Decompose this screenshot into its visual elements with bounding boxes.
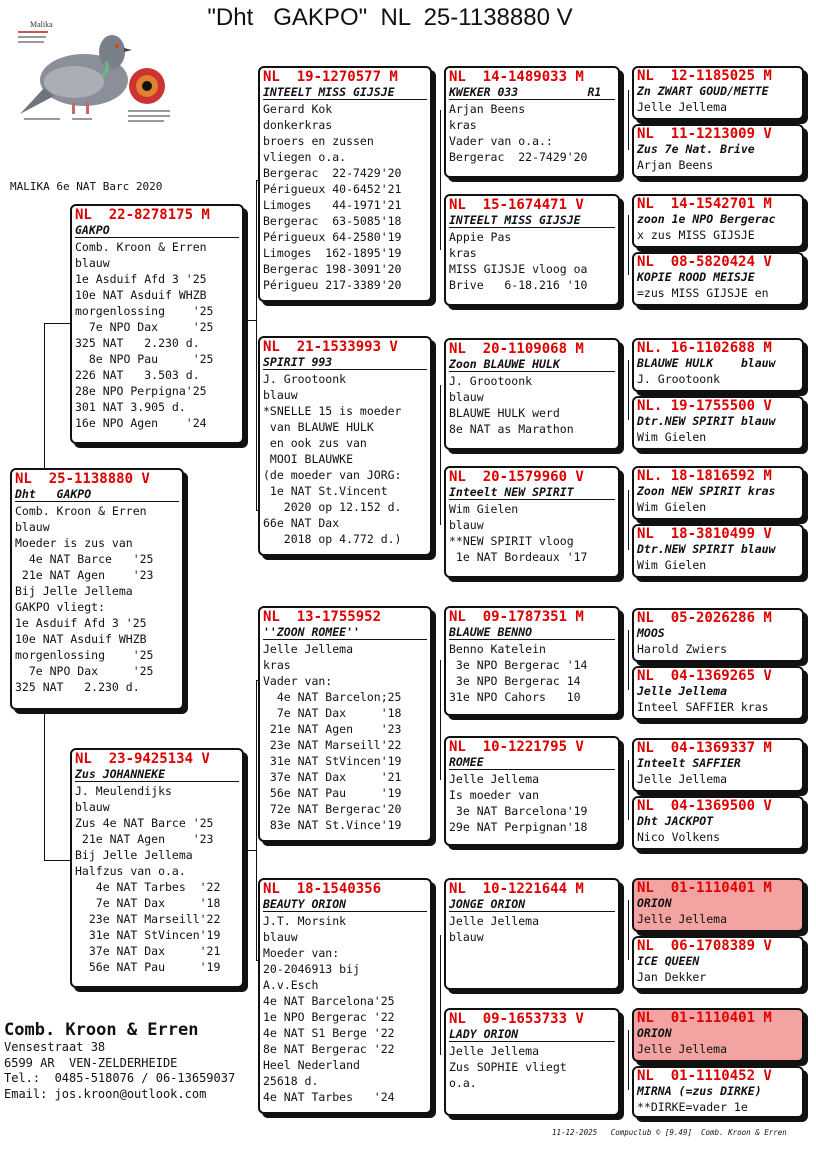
info-line: Bij Jelle Jellema (75, 848, 193, 862)
pedigree-card-g4-11 (632, 738, 804, 792)
info-line: 10e NAT Asduif WHZB (75, 288, 207, 302)
pedigree-card-mmm (444, 1008, 620, 1116)
info-line: 2020 op 12.152 d. (263, 500, 402, 514)
pigeon-name: JONGE ORION (449, 897, 615, 912)
ring-number: NL 19-1270577 M (263, 69, 398, 85)
ring-number: NL 08-5820424 V (637, 254, 772, 270)
phone-line: Tel.: 0485-518076 / 06-13659037 (4, 1071, 236, 1085)
info-line: 7e NPO Dax '25 (75, 320, 214, 334)
info-line: 4e NAT Tarbes '24 (263, 1090, 395, 1104)
pedigree-card-mother (70, 748, 244, 988)
pedigree-card-g4-15 (632, 1008, 804, 1062)
pigeon-name: BLAUWE BENNO (449, 625, 615, 640)
info-line: 21e NAT Agen '23 (15, 568, 154, 582)
info-line: Vader van o.a.: (449, 134, 553, 148)
pigeon-name: GAKPO (75, 223, 239, 238)
ring-number: NL 25-1138880 V (15, 471, 150, 487)
info-line: blauw (75, 800, 110, 814)
logo-caption: Malika (30, 20, 53, 29)
info-line: *SNELLE 15 is moeder (263, 404, 402, 418)
pedigree-card-g4-16 (632, 1066, 804, 1118)
info-line: Bergerac 198-3091'20 (263, 262, 402, 276)
info-line: Moeder van: (263, 946, 340, 960)
pedigree-card-fff (444, 66, 620, 178)
info-line: 4e NAT S1 Berge '22 (263, 1026, 395, 1040)
info-line: 3e NPO Bergerac 14 (449, 674, 581, 688)
ring-number: NL 14-1542701 M (637, 196, 772, 212)
info-line: Jelle Jellema (637, 1042, 728, 1056)
pedigree-card-g4-9 (632, 608, 804, 662)
info-line: en ook zus van (263, 436, 367, 450)
info-line: 8e NPO Pau '25 (75, 352, 214, 366)
info-line: Benno Katelein (449, 642, 546, 656)
info-line: Inteel SAFFIER kras (637, 700, 769, 714)
info-line: 25618 d. (263, 1074, 319, 1088)
info-line: blauw (449, 390, 484, 404)
pedigree-card-father-father (258, 66, 432, 302)
pedigree-card-mfm (444, 736, 620, 846)
pigeon-name: ORION (637, 1026, 672, 1040)
pigeon-name: MOOS (637, 626, 665, 640)
ring-number: NL 20-1109068 M (449, 341, 584, 357)
info-line: **DIRKE=vader 1e (637, 1100, 748, 1114)
info-line: Jelle Jellema (637, 912, 728, 926)
info-line: 8e NAT as Marathon (449, 422, 574, 436)
info-line: 4e NAT Barcelona'25 (263, 994, 395, 1008)
ring-number: NL. 18-1816592 M (637, 468, 772, 484)
info-line: Périgueux 64-2580'19 (263, 230, 402, 244)
ring-number: NL 11-1213009 V (637, 126, 772, 142)
ring-number: NL 12-1185025 M (637, 68, 772, 84)
ring-number: NL 09-1653733 V (449, 1011, 584, 1027)
info-line: Is moeder van (449, 788, 540, 802)
footer-credit: 11-12-2025 Compuclub © [9.49] Comb. Kroon & Erren (552, 1128, 787, 1137)
info-line: 325 NAT 2.230 d. (15, 680, 140, 694)
address-line: Vensestraat 38 (4, 1040, 106, 1054)
info-line: morgenlossing '25 (75, 304, 214, 318)
pigeon-name: ORION (637, 896, 672, 910)
pigeon-name: Dht GAKPO (15, 487, 179, 502)
info-line: 1e NPO Bergerac '22 (263, 1010, 395, 1024)
info-line: 7e NPO Dax '25 (15, 664, 154, 678)
info-line: 16e NPO Agen '24 (75, 416, 207, 430)
info-line: Heel Nederland (263, 1058, 360, 1072)
info-line: J. Grootoonk (263, 372, 347, 386)
pedigree-card-mff (444, 606, 620, 716)
info-line: Comb. Kroon & Erren (15, 504, 147, 518)
info-line: MISS GIJSJE vloog oa (449, 262, 588, 276)
info-line: BLAUWE HULK werd (449, 406, 560, 420)
info-line: Bij Jelle Jellema (15, 584, 133, 598)
pigeon-name: Dtr.NEW SPIRIT blauw (637, 542, 776, 556)
info-line: Jelle Jellema (449, 914, 540, 928)
pigeon-name: Inteelt SAFFIER (637, 756, 741, 770)
info-line: 56e NAT Pau '19 (75, 960, 221, 974)
info-line: morgenlossing '25 (15, 648, 154, 662)
pigeon-name: ICE QUEEN (637, 954, 700, 968)
pigeon-name: INTEELT MISS GIJSJE (449, 213, 615, 228)
ring-number: NL 18-3810499 V (637, 526, 772, 542)
pigeon-name: Dtr.NEW SPIRIT blauw (637, 414, 776, 428)
pedigree-card-g4-2 (632, 124, 804, 178)
pedigree-card-father-mother (258, 336, 432, 556)
info-line: 1e Asduif Afd 3 '25 (75, 272, 207, 286)
info-line: J. Grootoonk (449, 374, 533, 388)
pigeon-name: Zoon NEW SPIRIT kras (637, 484, 776, 498)
pedigree-card-g4-1 (632, 66, 804, 120)
pedigree-card-g4-12 (632, 796, 804, 850)
ring-number: NL 04-1369265 V (637, 668, 772, 684)
info-line: Jelle Jellema (449, 1044, 540, 1058)
info-line: broers en zussen (263, 134, 374, 148)
ring-number: NL 18-1540356 (263, 881, 382, 897)
pigeon-name: Jelle Jellema (637, 684, 728, 698)
info-line: Arjan Beens (637, 158, 714, 172)
ring-number: NL 10-1221795 V (449, 739, 584, 755)
ring-number: NL 01-1110452 V (637, 1068, 772, 1084)
info-line: Jan Dekker (637, 970, 707, 984)
info-line: 7e NAT Dax '18 (75, 896, 221, 910)
ring-number: NL 23-9425134 V (75, 751, 210, 767)
ring-number: NL 04-1369337 M (637, 740, 772, 756)
pigeon-name: ROMEE (449, 755, 615, 770)
pedigree-card-fmf (444, 338, 620, 450)
info-line: kras (449, 118, 477, 132)
info-line: J. Grootoonk (637, 372, 721, 386)
pedigree-card-g4-8 (632, 524, 804, 578)
info-line: van BLAUWE HULK (263, 420, 374, 434)
info-line: 3e NPO Bergerac '14 (449, 658, 588, 672)
ring-number: NL 14-1489033 M (449, 69, 584, 85)
pigeon-name: ''ZOON ROMEE'' (263, 625, 427, 640)
info-line: J.T. Morsink (263, 914, 347, 928)
ring-number: NL 01-1110401 M (637, 1010, 772, 1026)
info-line: =zus MISS GIJSJE en (637, 286, 769, 300)
info-line: Appie Pas (449, 230, 512, 244)
info-line: Jelle Jellema (449, 772, 540, 786)
pigeon-name: Zus JOHANNEKE (75, 767, 239, 782)
pedigree-card-father (70, 204, 244, 444)
info-line: Brive 6-18.216 '10 (449, 278, 588, 292)
pigeon-name: MIRNA (=zus DIRKE) (637, 1084, 762, 1098)
pedigree-card-g4-7 (632, 466, 804, 520)
info-line: Halfzus van o.a. (75, 864, 186, 878)
ring-number: NL 09-1787351 M (449, 609, 584, 625)
info-line: 31e NAT StVincen'19 (263, 754, 402, 768)
info-line: blauw (75, 256, 110, 270)
info-line: blauw (263, 930, 298, 944)
info-line: Périgueux 40-6452'21 (263, 182, 402, 196)
info-line: Arjan Beens (449, 102, 526, 116)
info-line: Wim Gielen (637, 500, 707, 514)
info-line: 66e NAT Dax (263, 516, 340, 530)
pedigree-card-g4-4 (632, 252, 804, 306)
info-line: 4e NAT Barcelon;25 (263, 690, 402, 704)
info-line: 4e NAT Barce '25 (15, 552, 154, 566)
pigeon-name: KWEKER 033 R1 (449, 85, 615, 100)
info-line: Jelle Jellema (263, 642, 354, 656)
info-line: 21e NAT Agen '23 (263, 722, 402, 736)
info-line: Périgueu 217-3389'20 (263, 278, 402, 292)
info-line: 23e NAT Marseill'22 (75, 912, 221, 926)
info-line: GAKPO vliegt: (15, 600, 106, 614)
info-line: 21e NAT Agen '23 (75, 832, 214, 846)
ring-number: NL 10-1221644 M (449, 881, 584, 897)
info-line: Moeder is zus van (15, 536, 133, 550)
pigeon-name: Dht JACKPOT (637, 814, 714, 828)
owner-address (4, 1020, 235, 1102)
ring-number: NL 01-1110401 M (637, 880, 772, 896)
info-line: Jelle Jellema (637, 100, 728, 114)
ring-number: NL. 16-1102688 M (637, 340, 772, 356)
info-line: 226 NAT 3.503 d. (75, 368, 200, 382)
info-line: J. Meulendijks (75, 784, 172, 798)
owner-name: Comb. Kroon & Erren (4, 1020, 199, 1040)
info-line: Bergerac 63-5085'18 (263, 214, 402, 228)
info-line: x zus MISS GIJSJE (637, 228, 755, 242)
info-line: blauw (263, 388, 298, 402)
pedigree-card-ffm (444, 194, 620, 306)
info-line: Limoges 44-1971'21 (263, 198, 402, 212)
ring-number: NL 20-1579960 V (449, 469, 584, 485)
info-line: Zus 4e NAT Barce '25 (75, 816, 214, 830)
info-line: 56e NAT Pau '19 (263, 786, 402, 800)
info-line: Bergerac 22-7429'20 (263, 166, 402, 180)
address-line: 6599 AR VEN-ZELDERHEIDE (4, 1055, 178, 1070)
pedigree-card-g4-14 (632, 936, 804, 990)
info-line: Vader van: (263, 674, 333, 688)
info-line: 8e NAT Bergerac '22 (263, 1042, 395, 1056)
info-line: blauw (15, 520, 50, 534)
info-line: Nico Volkens (637, 830, 721, 844)
pedigree-card-g4-5 (632, 338, 804, 392)
info-line: A.v.Esch (263, 978, 319, 992)
info-line: 37e NAT Dax '21 (263, 770, 402, 784)
info-line: Limoges 162-1895'19 (263, 246, 402, 260)
info-line: 7e NAT Dax '18 (263, 706, 402, 720)
info-line: blauw (449, 518, 484, 532)
info-line: 301 NAT 3.905 d. (75, 400, 186, 414)
info-line: 23e NAT Marseill'22 (263, 738, 402, 752)
pigeon-name: SPIRIT 993 (263, 355, 427, 370)
info-line: 4e NAT Tarbes '22 (75, 880, 221, 894)
info-line: donkerkras (263, 118, 333, 132)
info-line: MOOI BLAUWKE (263, 452, 354, 466)
pedigree-card-g4-13 (632, 878, 804, 932)
pigeon-name: BEAUTY ORION (263, 897, 427, 912)
info-line: 3e NAT Barcelona'19 (449, 804, 588, 818)
pedigree-card-mmf (444, 878, 620, 990)
ring-number: NL 21-1533993 V (263, 339, 398, 355)
pigeon-name: Zus 7e Nat. Brive (637, 142, 755, 156)
pedigree-card-mother-mother (258, 878, 432, 1114)
pigeon-name: INTEELT MISS GIJSJE (263, 85, 427, 100)
info-line: 2018 op 4.772 d.) (263, 532, 402, 546)
ring-number: NL 04-1369500 V (637, 798, 772, 814)
info-line: 31e NAT StVincen'19 (75, 928, 221, 942)
email-line: Email: jos.kroon@outlook.com (4, 1086, 207, 1101)
pigeon-name: zoon 1e NPO Bergerac (637, 212, 776, 226)
info-line: Harold Zwiers (637, 642, 728, 656)
info-line: o.a. (449, 1076, 477, 1090)
info-line: kras (449, 246, 477, 260)
pedigree-card-mother-father (258, 606, 432, 842)
pedigree-card-g4-6 (632, 396, 804, 450)
info-line: Wim Gielen (637, 558, 707, 572)
pigeon-name: Zn ZWART GOUD/METTE (637, 84, 769, 98)
ring-number: NL 15-1674471 V (449, 197, 584, 213)
info-line: blauw (449, 930, 484, 944)
info-line: (de moeder van JORG: (263, 468, 402, 482)
info-line: 31e NPO Cahors 10 (449, 690, 581, 704)
pedigree-card-main (10, 468, 184, 710)
info-line: kras (263, 658, 291, 672)
ring-number: NL 05-2026286 M (637, 610, 772, 626)
ring-number: NL 22-8278175 M (75, 207, 210, 223)
info-line: **NEW SPIRIT vloog (449, 534, 574, 548)
info-line: 1e NAT Bordeaux '17 (449, 550, 588, 564)
info-line: Comb. Kroon & Erren (75, 240, 207, 254)
pigeon-logo (14, 18, 174, 126)
info-line: 1e NAT St.Vincent (263, 484, 388, 498)
info-line: Zus SOPHIE vliegt (449, 1060, 567, 1074)
page-title: "Dht GAKPO" NL 25-1138880 V (207, 4, 573, 31)
info-line: 72e NAT Bergerac'20 (263, 802, 402, 816)
info-line: Bergerac 22-7429'20 (449, 150, 588, 164)
pigeon-name: KOPIE ROOD MEISJE (637, 270, 755, 284)
info-line: 83e NAT St.Vince'19 (263, 818, 402, 832)
info-line: 10e NAT Asduif WHZB (15, 632, 147, 646)
ring-number: NL. 19-1755500 V (637, 398, 772, 414)
info-line: 325 NAT 2.230 d. (75, 336, 200, 350)
pigeon-name: LADY ORION (449, 1027, 615, 1042)
malika-note: MALIKA 6e NAT Barc 2020 (10, 180, 163, 193)
ring-number: NL 13-1755952 (263, 609, 382, 625)
pigeon-name: Inteelt NEW SPIRIT (449, 485, 615, 500)
info-line: vliegen o.a. (263, 150, 347, 164)
info-line: 20-2046913 bij (263, 962, 360, 976)
pigeon-name: Zoon BLAUWE HULK (449, 357, 615, 372)
info-line: 28e NPO Perpigna'25 (75, 384, 207, 398)
info-line: Jelle Jellema (637, 772, 728, 786)
info-line: 1e Asduif Afd 3 '25 (15, 616, 147, 630)
info-line: Wim Gielen (449, 502, 519, 516)
info-line: 29e NAT Perpignan'18 (449, 820, 588, 834)
info-line: 37e NAT Dax '21 (75, 944, 221, 958)
info-line: Gerard Kok (263, 102, 333, 116)
pedigree-card-fmm (444, 466, 620, 578)
pedigree-card-g4-3 (632, 194, 804, 248)
info-line: Wim Gielen (637, 430, 707, 444)
pedigree-card-g4-10 (632, 666, 804, 720)
pigeon-name: BLAUWE HULK blauw (637, 356, 776, 370)
ring-number: NL 06-1708389 V (637, 938, 772, 954)
